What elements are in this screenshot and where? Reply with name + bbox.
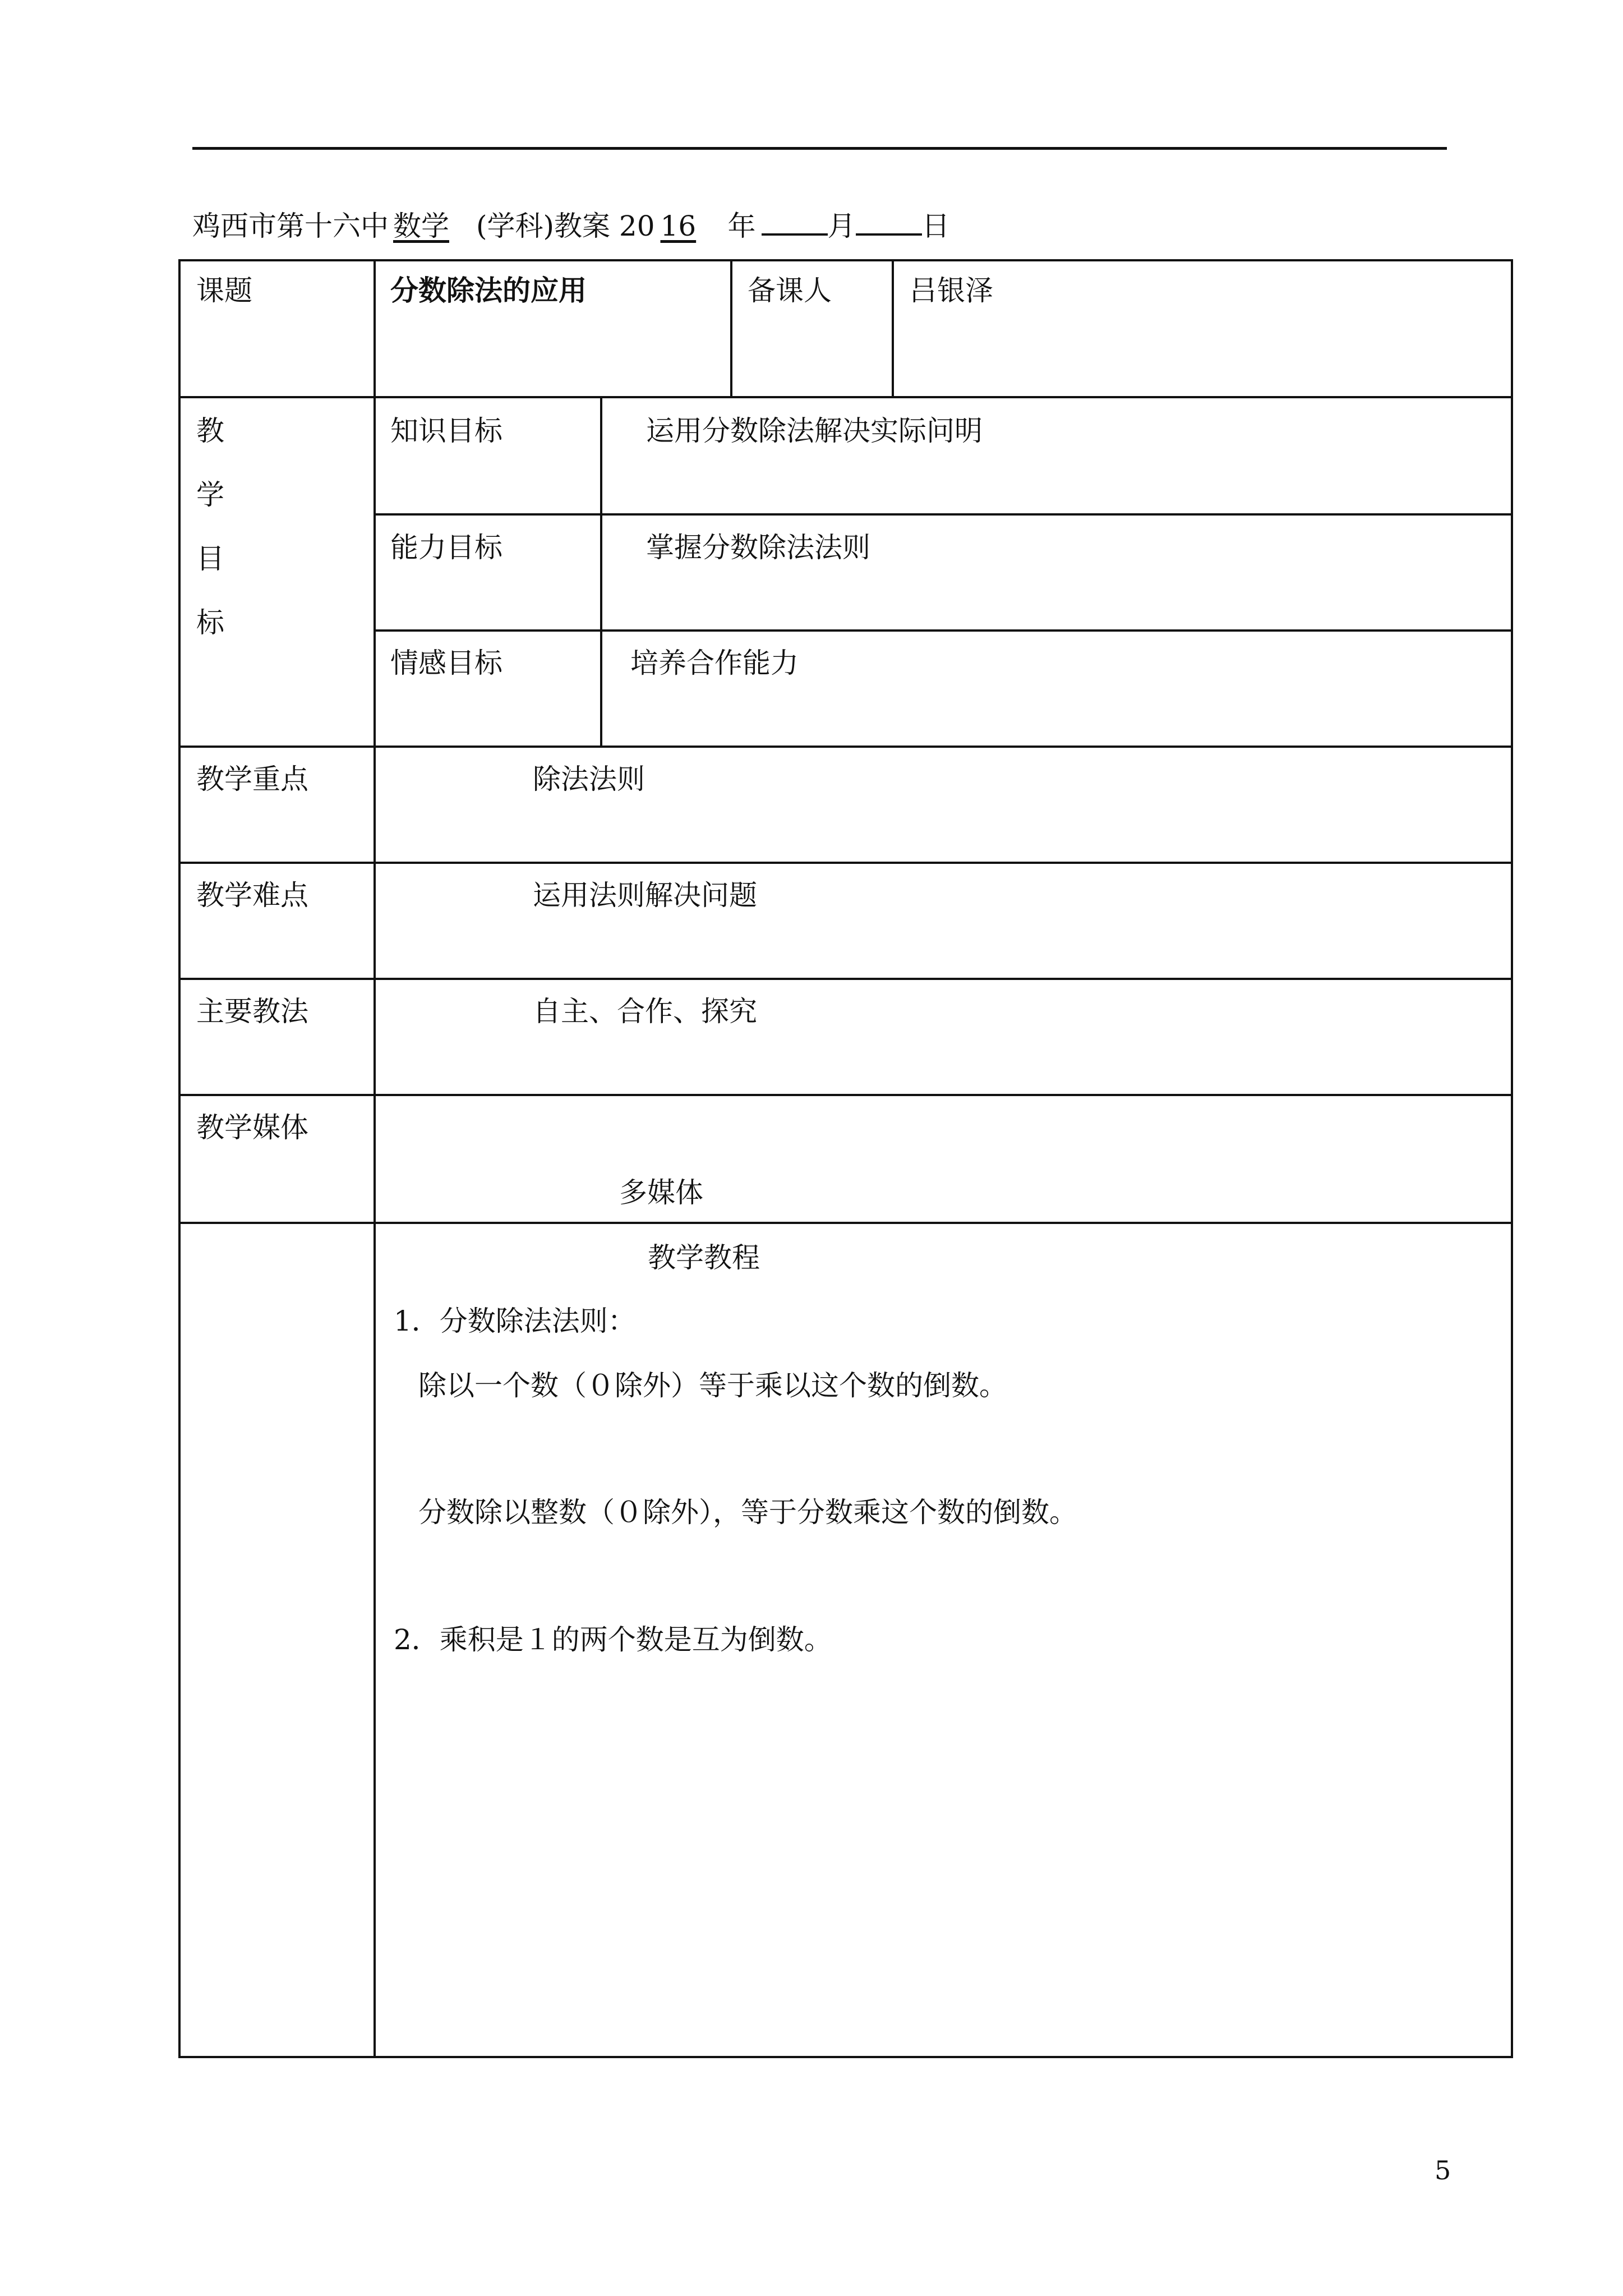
day-blank [856, 208, 922, 236]
subject-value: 数学 [393, 210, 449, 242]
ability-goal-value: 掌握分数除法法则 [646, 531, 870, 564]
school-name: 鸡西市第十六中 [192, 210, 389, 242]
preparer-value: 吕银泽 [909, 274, 993, 307]
process-line: 2．乘积是１的两个数是互为倒数。 [394, 1623, 832, 1656]
row-divider [178, 396, 1511, 398]
goals-label-char: 目 [196, 542, 224, 575]
month-label: 月 [827, 210, 856, 242]
col-divider [730, 259, 732, 397]
day-label: 日 [921, 210, 950, 242]
key-point-value: 除法法则 [533, 763, 645, 795]
year-value: 16 [660, 210, 697, 242]
col-divider [892, 259, 894, 397]
method-value: 自主、合作、探究 [533, 995, 757, 1028]
goals-label-char: 教 [196, 415, 224, 447]
topic-value: 分数除法的应用 [390, 274, 587, 307]
col-divider [600, 396, 602, 747]
difficulty-value: 运用法则解决问题 [533, 879, 757, 912]
col-divider [374, 259, 376, 2056]
process-line: 除以一个数（０除外）等于乘以这个数的倒数。 [418, 1369, 1007, 1402]
process-line: 1．分数除法法则： [394, 1305, 636, 1337]
lesson-plan-table [178, 259, 1513, 2058]
row-divider [178, 1222, 1511, 1224]
row-divider [375, 629, 1511, 632]
key-point-label: 教学重点 [196, 763, 308, 795]
preparer-label: 备课人 [748, 274, 832, 307]
goals-label-char: 标 [196, 606, 224, 639]
header-rule [192, 147, 1447, 150]
knowledge-goal-label: 知识目标 [390, 415, 502, 447]
media-label: 教学媒体 [196, 1111, 308, 1144]
row-divider [178, 978, 1511, 980]
document-header [192, 206, 950, 246]
row-divider [178, 862, 1511, 864]
page-number: 5 [1435, 2155, 1451, 2185]
month-blank [762, 208, 828, 236]
goals-label-char: 学 [196, 478, 224, 511]
media-value: 多媒体 [619, 1176, 703, 1209]
emotion-goal-label: 情感目标 [390, 647, 502, 679]
row-divider [375, 513, 1511, 516]
year-label: 年 [727, 210, 756, 242]
topic-label: 课题 [196, 274, 252, 307]
method-label: 主要教法 [196, 995, 308, 1028]
knowledge-goal-value: 运用分数除法解决实际问明 [646, 415, 983, 447]
ability-goal-label: 能力目标 [390, 531, 502, 564]
row-divider [178, 746, 1511, 748]
subject-suffix: (学科)教案 20 [476, 210, 655, 242]
process-title: 教学教程 [648, 1241, 760, 1274]
process-line: 分数除以整数（０除外），等于分数乘这个数的倒数。 [418, 1496, 1077, 1529]
row-divider [178, 1094, 1511, 1096]
difficulty-label: 教学难点 [196, 879, 308, 912]
emotion-goal-value: 培养合作能力 [630, 647, 799, 679]
